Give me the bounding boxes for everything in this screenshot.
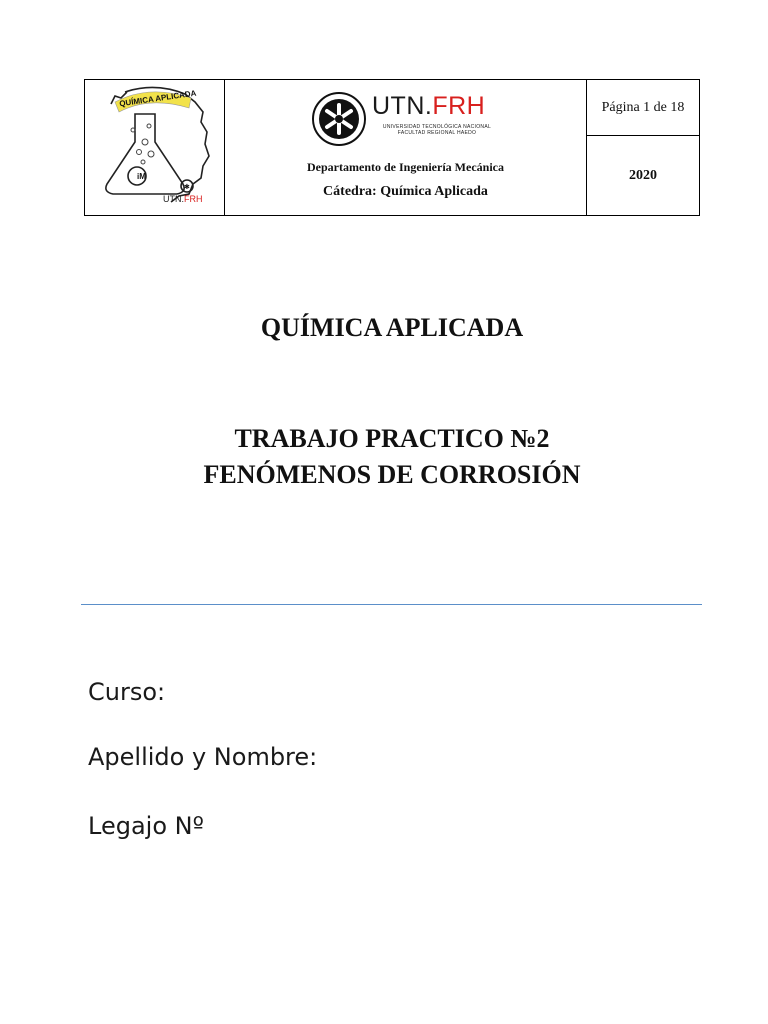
department-name: Departamento de Ingeniería Mecánica (307, 160, 504, 174)
document-header (84, 79, 700, 216)
practice-title: TRABAJO PRACTICO №2 (234, 424, 550, 453)
badge-text: QUÍMICA APLICADA (118, 88, 197, 109)
subject-title: QUÍMICA APLICADA (260, 313, 524, 342)
svg-text:✱: ✱ (184, 183, 190, 191)
institution-cell (225, 80, 587, 216)
apellido-nombre-label: Apellido y Nombre: (88, 743, 318, 771)
legajo-label: Legajo Nº (88, 812, 204, 840)
topic-title: FENÓMENOS DE CORROSIÓN (203, 460, 581, 489)
utn-emblem-icon (311, 91, 367, 147)
logo-caption: UTN.FRH (163, 194, 203, 204)
catedra-name: Cátedra: Química Aplicada (323, 184, 488, 199)
page-number: Página 1 de 18 (587, 80, 700, 136)
document-year: 2020 (587, 136, 700, 216)
curso-label: Curso: (88, 678, 166, 706)
utn-brand: UTN.FRH (372, 92, 486, 120)
institution-subtitle: UNIVERSIDAD TECNOLÓGICA NACIONAL FACULTAD REGIONAL HAEDO (382, 124, 492, 136)
quimica-aplicada-logo (85, 80, 224, 215)
flask-label: iM (137, 172, 146, 181)
section-divider (81, 604, 702, 605)
logo-cell (85, 80, 225, 216)
